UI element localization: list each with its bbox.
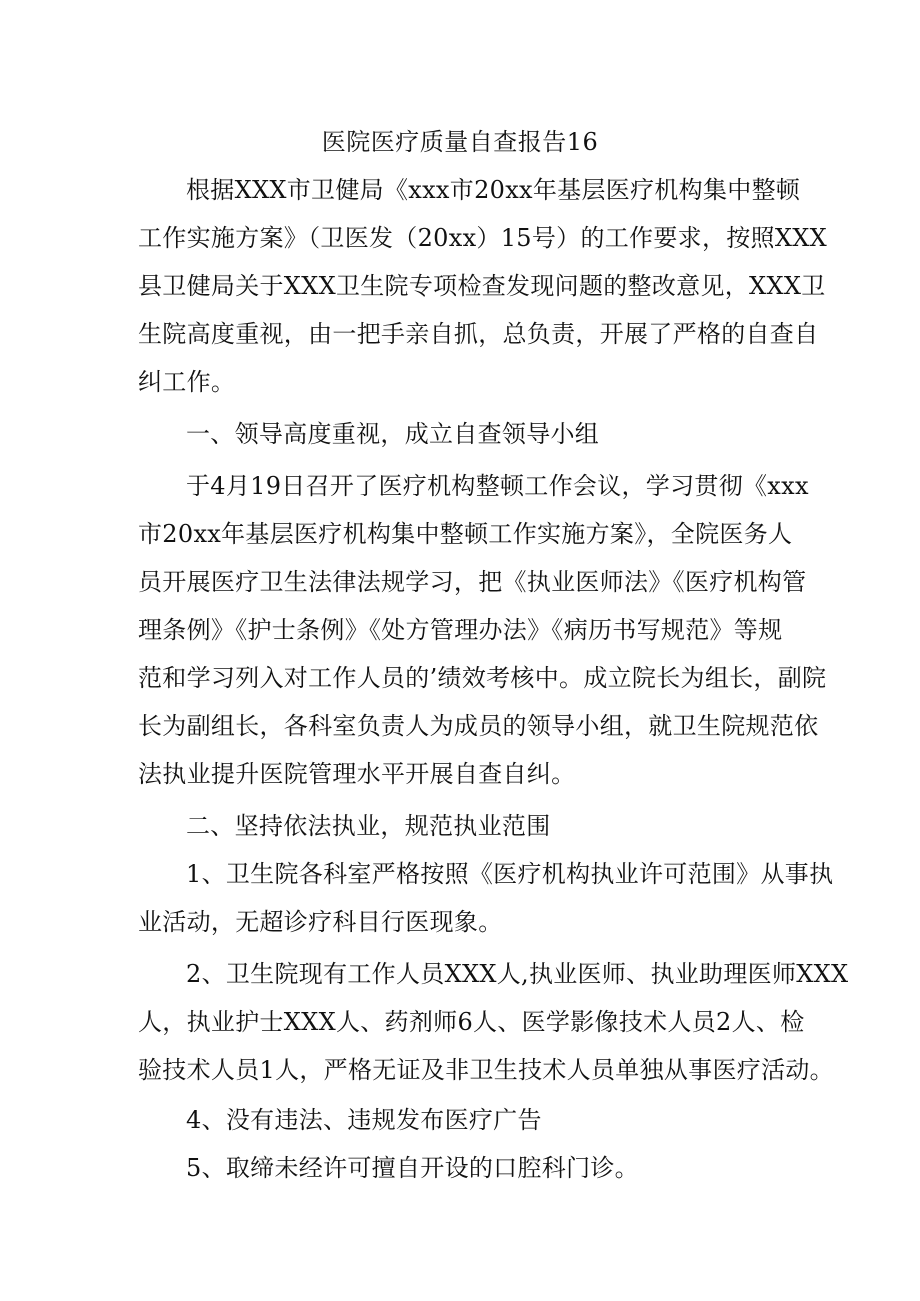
section-heading: 一、领导高度重视，成立自查领导小组 — [186, 420, 600, 448]
text-line: 根据XXX市卫健局《xxx市20xx年基层医疗机构集中整顿 — [186, 176, 801, 204]
text-line: 4、没有违法、违规发布医疗广告 — [186, 1106, 542, 1134]
text-line: 纠工作。 — [138, 368, 236, 396]
text-line: 范和学习列入对工作人员的’绩效考核中。成立院长为组长，副院 — [138, 664, 827, 692]
text-line: 于4月19日召开了医疗机构整顿工作会议，学习贯彻《xxx — [186, 472, 809, 500]
text-line: 法执业提升医院管理水平开展自查自纠。 — [138, 760, 576, 788]
text-line: 2、卫生院现有工作人员XXX人,执业医师、执业助理医师XXX — [186, 960, 849, 988]
section-heading: 二、坚持依法执业，规范执业范围 — [186, 812, 551, 840]
text-line: 1、卫生院各科室严格按照《医疗机构执业许可范围》从事执 — [186, 860, 834, 888]
text-line: 工作实施方案》（卫医发（20xx）15号）的工作要求，按照XXX — [138, 224, 828, 252]
text-line: 县卫健局关于XXX卫生院专项检查发现问题的整改意见，XXX卫 — [138, 272, 826, 300]
text-line: 业活动，无超诊疗科目行医现象。 — [138, 908, 503, 936]
document-title: 医院医疗质量自查报告16 — [321, 128, 599, 156]
text-line: 5、取缔未经许可擅自开设的口腔科门诊。 — [186, 1154, 639, 1182]
text-line: 理条例》《护士条例》《处方管理办法》《病历书写规范》等规 — [138, 616, 783, 644]
text-line: 人，执业护士XXX人、药剂师6人、医学影像技术人员2人、检 — [138, 1008, 805, 1036]
text-line: 长为副组长，各科室负责人为成员的领导小组，就卫生院规范依 — [138, 712, 819, 740]
text-line: 市20xx年基层医疗机构集中整顿工作实施方案》，全院医务人 — [138, 520, 793, 548]
text-line: 员开展医疗卫生法律法规学习，把《执业医师法》《医疗机构管 — [138, 568, 807, 596]
text-line: 生院高度重视，由一把手亲自抓，总负责，开展了严格的自查自 — [138, 320, 819, 348]
text-line: 验技术人员1人，严格无证及非卫生技术人员单独从事医疗活动。 — [138, 1056, 834, 1084]
